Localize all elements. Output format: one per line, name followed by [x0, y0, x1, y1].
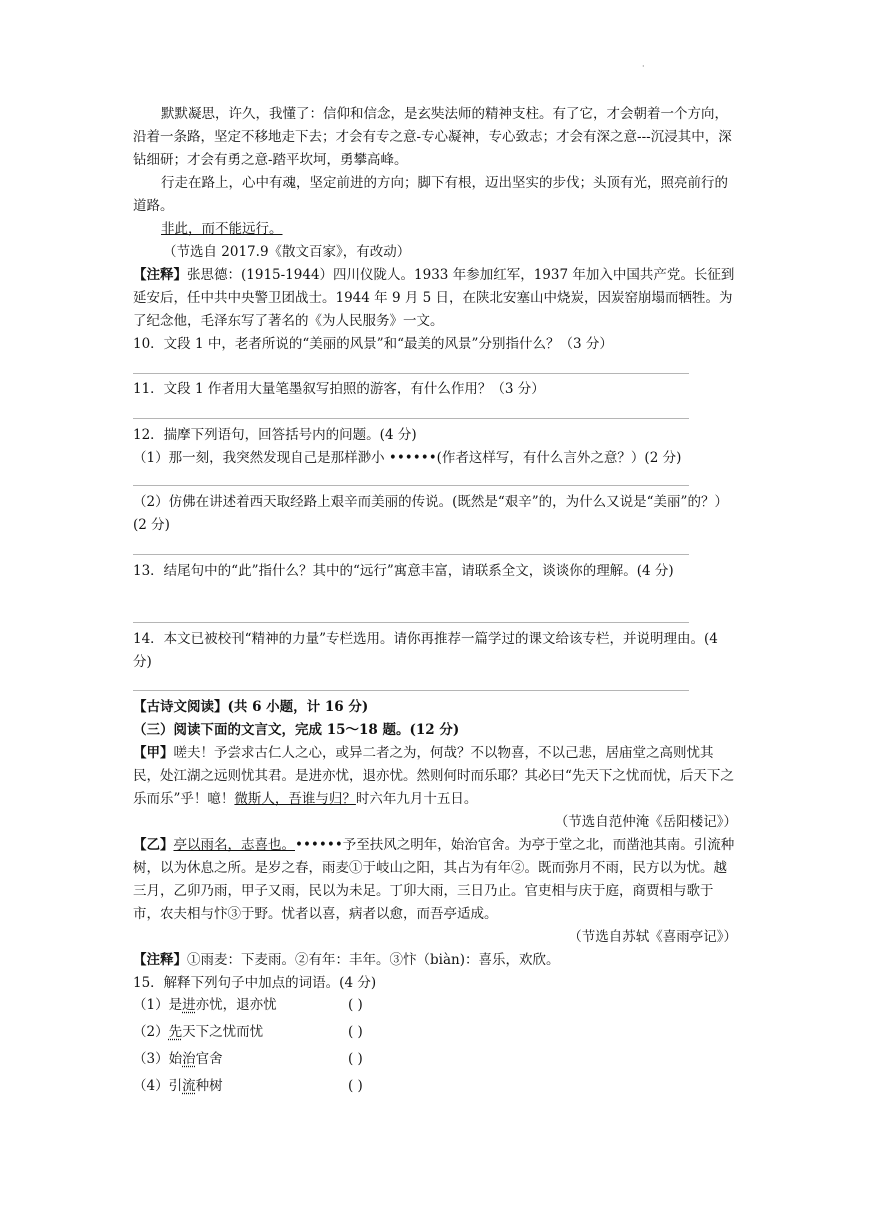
dotted-word: 进: [182, 997, 196, 1013]
item-text-post: 亦忧，退亦忧: [195, 997, 277, 1013]
answer-blank[interactable]: ( ): [348, 1024, 363, 1040]
question-15: 15．解释下列句子中加点的词语。(4 分): [133, 975, 377, 991]
closing-sentence: 非此，而不能远行。: [161, 221, 283, 237]
page-marker: ·: [642, 62, 645, 71]
q15-item-2: [133, 1021, 737, 1044]
question-12-1: （1）那一刻，我突然发现自己是那样渺小 ••••••(作者这样写，有什么言外之意？）(2 分): [133, 450, 682, 466]
answer-blank[interactable]: ( ): [348, 1051, 363, 1067]
passage-note: [133, 264, 737, 333]
dotted-word: 流: [182, 1078, 196, 1094]
question-13: 13．结尾句中的“此”指什么？其中的“远行”寓意丰富，请联系全文，谈谈你的理解。(4 分): [133, 563, 674, 579]
item-number: （1）: [133, 997, 169, 1013]
item-text-post: 天下之忧而忧: [182, 1024, 264, 1040]
answer-line-10: [133, 373, 689, 374]
passage-closing-line: [133, 218, 737, 241]
question-12-2: （2）仿佛在讲述着西天取经路上艰辛而美丽的传说。(既然是“艰辛”的，为什么又说是“美丽”的？）(2 分): [133, 494, 728, 533]
question-10: 10．文段 1 中，老者所说的“美丽的风景”和“最美的风景”分别指什么？（3 分）: [133, 336, 613, 352]
note-label: 【注释】: [133, 267, 187, 283]
jia-text: 嗟夫！予尝求古仁人之心，或异二者之为，何哉？不以物喜，不以己悲，居庙堂之高则忧其民，处江湖之远则忧其君。是进亦忧，退亦忧。然则何时而乐耶？其必曰“先天下之忧而忧，后天下之乐而乐”乎！噫！: [133, 745, 734, 807]
section-subheader: （三）阅读下面的文言文，完成 15～18 题。(12 分): [133, 722, 460, 738]
answer-line-13: [133, 622, 689, 623]
text-jia: [133, 742, 737, 811]
q15-item-3: [133, 1048, 737, 1071]
text-yi: [133, 834, 737, 926]
jia-label: 【甲】: [133, 745, 174, 761]
classical-section: [133, 696, 737, 995]
q15-item-4: [133, 1075, 737, 1098]
passage-block: [133, 103, 737, 356]
yi-source: （节选自苏轼《喜雨亭记》）: [568, 929, 737, 945]
q15-item-1: [133, 994, 737, 1017]
jia-date: 时六年九月十五日。: [355, 791, 478, 807]
jia-source: （节选自范仲淹《岳阳楼记》）: [554, 814, 737, 830]
yi-underlined-sentence: 亭以雨名，志喜也。: [173, 837, 295, 853]
yi-text: ••••••予至扶风之明年，始治官舍。为亭于堂之北，而凿池其南。引流种树，以为休息之所。是岁之春，雨麦①于岐山之阳，其占为有年②。既而弥月不雨，民方以为忧。越三月，乙卯乃雨，甲子又雨，民以为未足。丁卯大雨，三日乃止。官吏相与庆于庭，商贾相与歌于市，农夫相与忭③于野。忧者以喜，病者以愈，而吾亭适成。: [133, 837, 735, 922]
answer-line-11: [133, 418, 689, 419]
item-text-post: 种树: [195, 1078, 223, 1094]
answer-line-12-1: [133, 485, 689, 486]
yi-label: 【乙】: [133, 837, 174, 853]
item-text-post: 官舍: [195, 1051, 223, 1067]
passage-paragraph-2: 行走在路上，心中有魂，坚定前进的方向；脚下有根，迈出坚实的步伐；头顶有光，照亮前行的道路。: [133, 175, 728, 214]
classical-note: [133, 949, 737, 972]
item-number: （2）: [133, 1024, 169, 1040]
answer-line-12-2: [133, 554, 689, 555]
dotted-word: 治: [182, 1051, 196, 1067]
question-14: 14．本文已被校刊“精神的力量”专栏选用。请你再推荐一篇学过的课文给该专栏，并说明理由。(4 分): [133, 631, 718, 670]
question-12: 12．揣摩下列语句，回答括号内的问题。(4 分): [133, 427, 417, 443]
question-11: 11．文段 1 作者用大量笔墨叙写拍照的游客，有什么作用？（3 分）: [133, 381, 545, 397]
jia-underlined-sentence: 微斯人，吾谁与归？: [234, 791, 356, 807]
answer-line-14: [133, 690, 689, 691]
item-text-pre: 引: [168, 1078, 183, 1094]
dotted-word: 先: [168, 1024, 183, 1040]
passage-source: （节选自 2017.9《散文百家》，有改动）: [163, 244, 411, 260]
note-text: 张思德：(1915-1944）四川仪陇人。1933 年参加红军，1937 年加入中国共产党。长征到延安后，任中共中央警卫团战士。1944 年 9 月 5 日，在陕北安塞山中烧炭，因炭窑崩塌而牺牲。为了纪念他，毛泽东写了著名的《为人民服务》一文。: [133, 267, 735, 329]
section-header: 【古诗文阅读】(共 6 小题，计 16 分): [133, 699, 369, 715]
item-text-pre: 是: [168, 997, 183, 1013]
item-text-pre: 始: [168, 1051, 183, 1067]
answer-blank[interactable]: ( ): [348, 1078, 363, 1094]
classical-note-label: 【注释】: [133, 952, 187, 968]
item-number: （3）: [133, 1051, 169, 1067]
item-number: （4）: [133, 1078, 169, 1094]
classical-note-text: ①雨麦：下麦雨。②有年：丰年。③忭（biàn)：喜乐，欢欣。: [187, 952, 560, 968]
passage-paragraph-1: 默默凝思，许久，我懂了：信仰和信念，是玄奘法师的精神支柱。有了它，才会朝着一个方向，沿着一条路，坚定不移地走下去；才会有专之意-专心凝神，专心致志；才会有深之意---沉浸其中，深钻细研；才会有勇之意-踏平坎坷，勇攀高峰。: [133, 106, 732, 168]
answer-blank[interactable]: ( ): [348, 997, 363, 1013]
